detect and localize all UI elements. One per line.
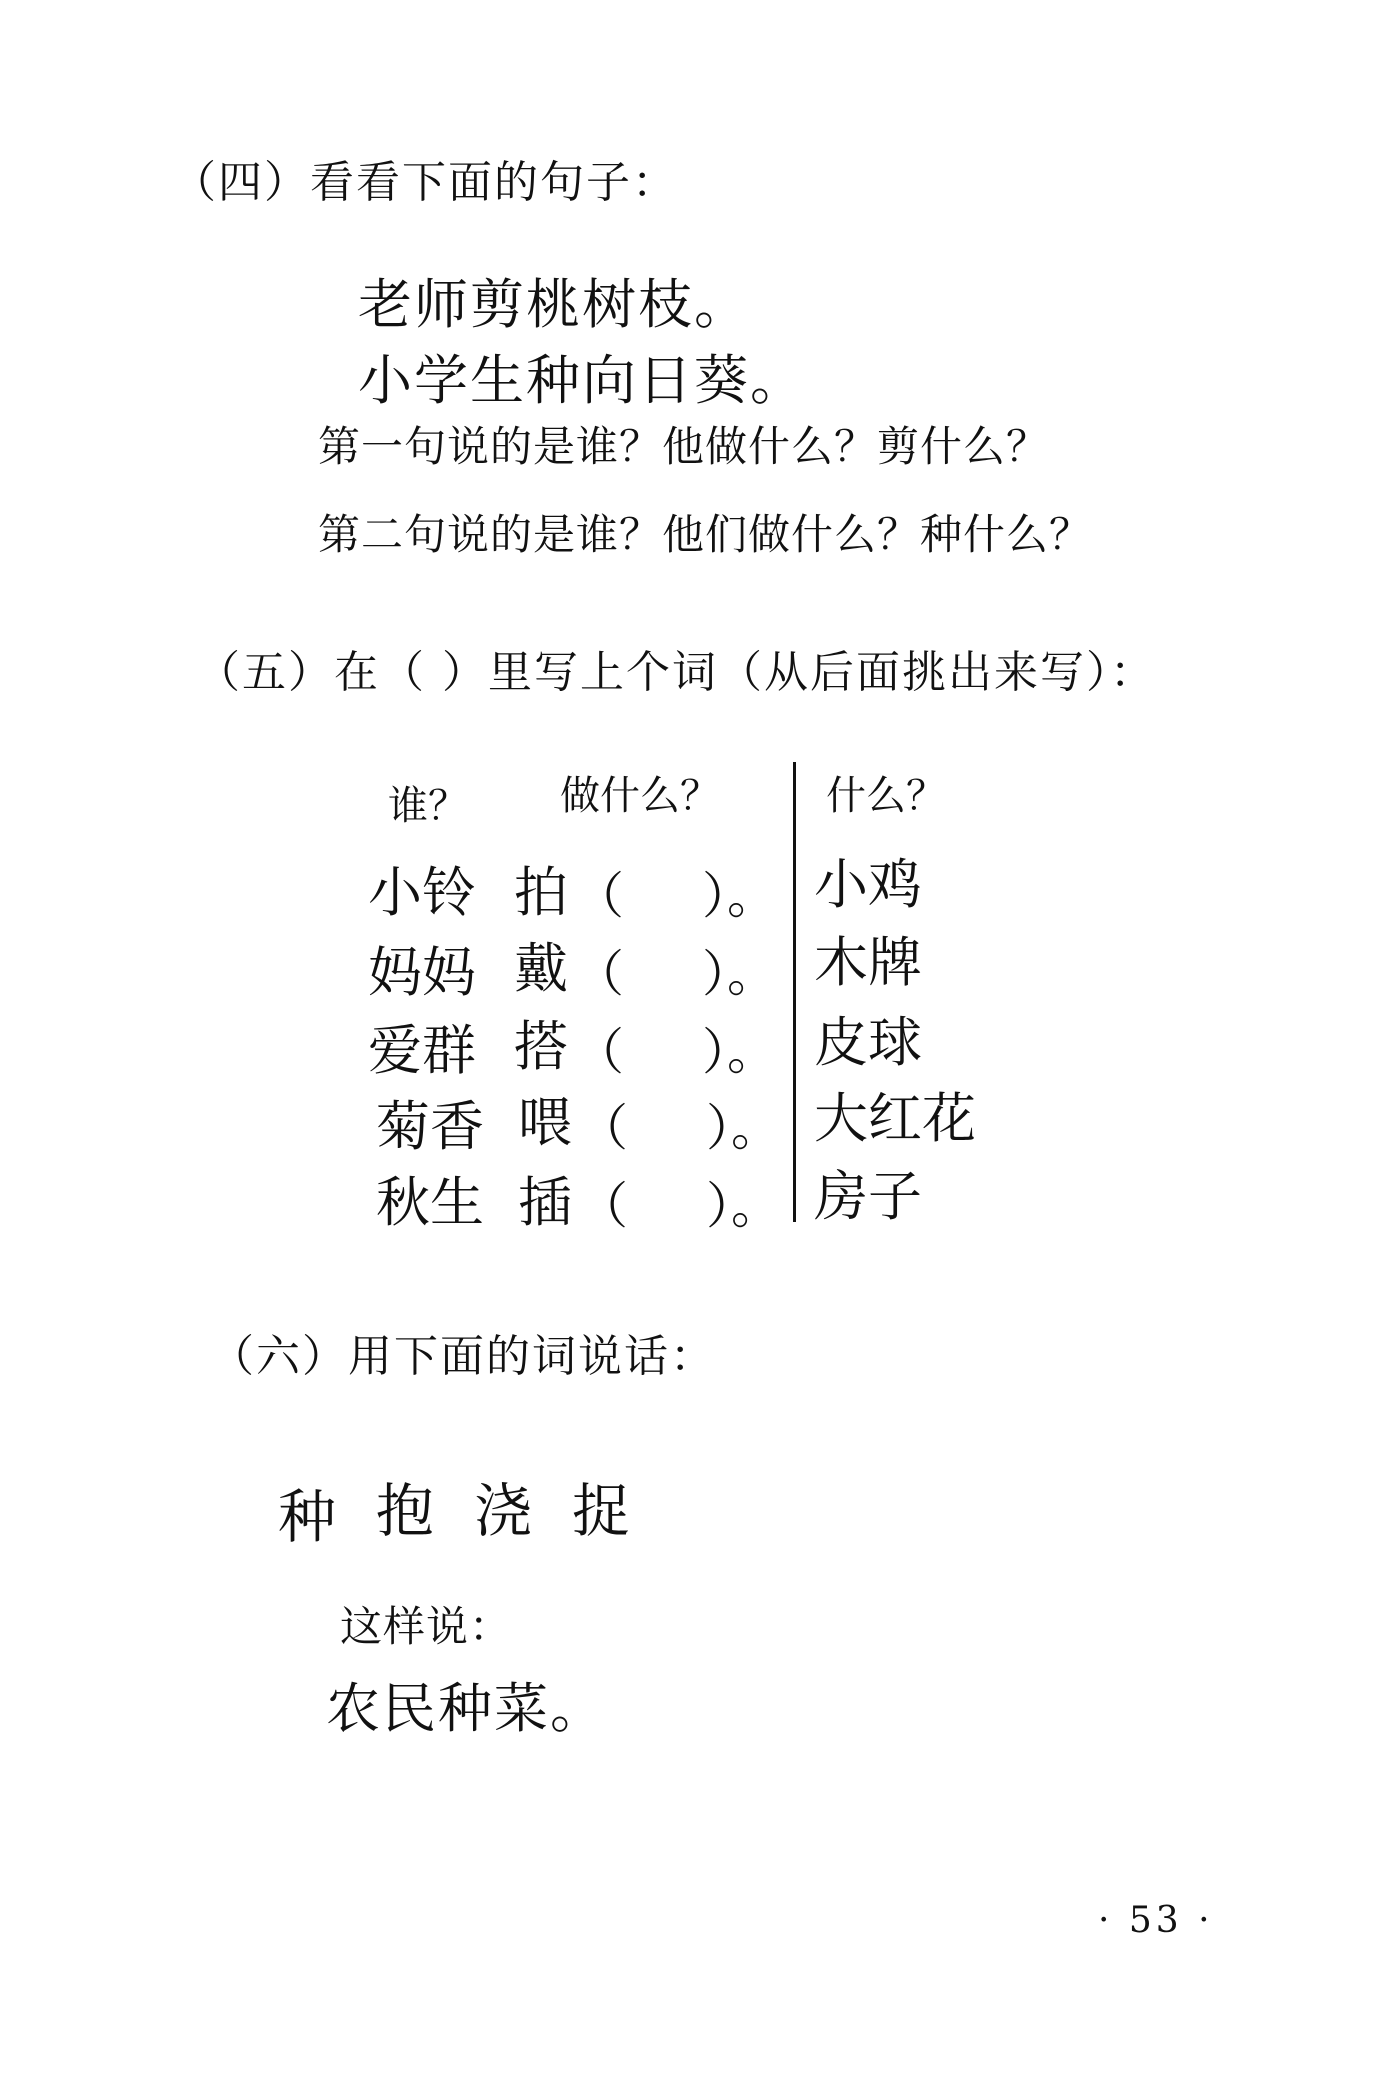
- word-3: 浇: [474, 1477, 533, 1545]
- row-3-blank-open: （: [574, 1023, 624, 1081]
- choice-3: 皮球: [814, 1011, 922, 1074]
- question-2: 第二句说的是谁？他们做什么？种什么？: [318, 510, 1093, 559]
- row-4-who: 菊香: [376, 1095, 484, 1158]
- choice-4: 大红花: [814, 1087, 976, 1150]
- row-3-blank-close: ）。: [702, 1023, 777, 1081]
- row-5-verb: 插: [518, 1171, 572, 1234]
- row-5-who: 秋生: [376, 1171, 484, 1234]
- choice-5: 房子: [814, 1165, 922, 1228]
- section-6-heading: （六）用下面的词说话：: [210, 1331, 716, 1382]
- example-label: 这样说：: [340, 1602, 513, 1651]
- row-1-blank-close: ）。: [702, 867, 777, 925]
- word-1: 种: [278, 1483, 337, 1551]
- column-divider: [793, 762, 796, 1222]
- row-4-blank-close: ）。: [706, 1099, 781, 1157]
- section-4-heading: （四）看看下面的句子：: [172, 157, 678, 208]
- row-2-who: 妈妈: [368, 941, 476, 1004]
- row-5-blank-open: （: [578, 1177, 628, 1235]
- example-sentence-2: 小学生种向日葵。: [358, 349, 806, 412]
- word-2: 抱: [376, 1477, 435, 1545]
- row-2-blank-open: （: [574, 945, 624, 1003]
- row-1-who: 小铃: [368, 861, 476, 924]
- choice-1: 小鸡: [814, 853, 922, 916]
- row-1-verb: 拍: [514, 861, 568, 924]
- column-header-who: 谁？: [388, 783, 468, 829]
- row-3-who: 爱群: [368, 1019, 476, 1082]
- word-4: 捉: [572, 1477, 631, 1545]
- choice-2: 木牌: [814, 931, 922, 994]
- row-1-blank-open: （: [574, 867, 624, 925]
- section-5-heading: （五）在（ ）里写上个词（从后面挑出来写）：: [196, 647, 1156, 698]
- row-2-blank-close: ）。: [702, 945, 777, 1003]
- example-sentence-1: 老师剪桃树枝。: [358, 273, 750, 336]
- row-4-verb: 喂: [518, 1091, 572, 1154]
- row-2-verb: 戴: [514, 937, 568, 1000]
- column-header-what: 什么？: [826, 773, 946, 819]
- row-4-blank-open: （: [578, 1099, 628, 1157]
- row-3-verb: 搭: [514, 1015, 568, 1078]
- page-number: · 53 ·: [1098, 1900, 1214, 1941]
- column-header-do-what: 做什么？: [560, 773, 720, 819]
- question-1: 第一句说的是谁？他做什么？剪什么？: [318, 422, 1050, 471]
- row-5-blank-close: ）。: [706, 1177, 781, 1235]
- example-sentence: 农民种菜。: [326, 1677, 606, 1740]
